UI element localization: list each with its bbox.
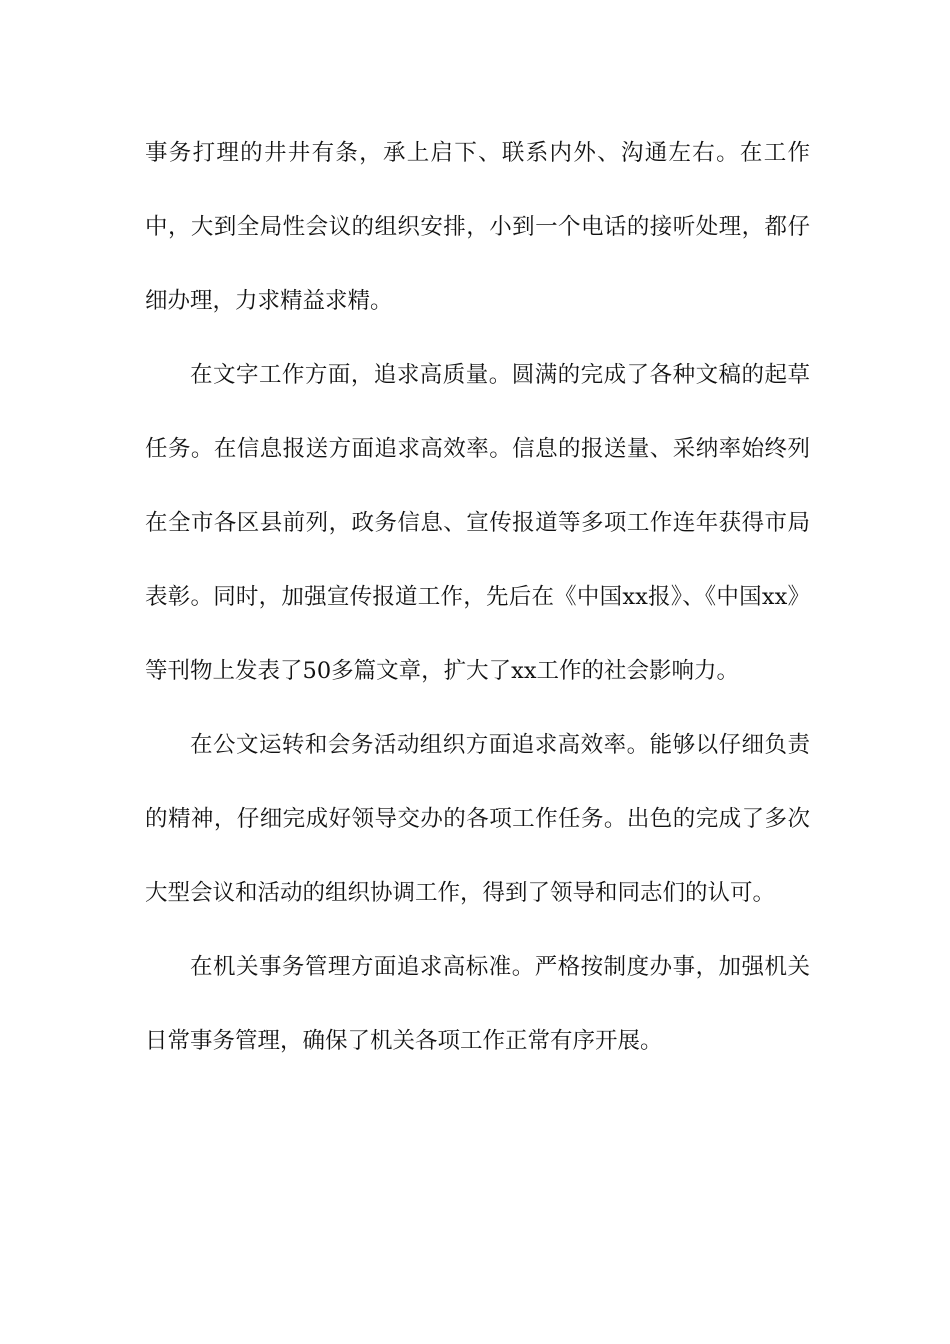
document-body <box>145 116 810 1078</box>
paragraph-1: 事务打理的井井有条，承上启下、联系内外、沟通左右。在工作中，大到全局性会议的组织安排，小到一个电话的接听处理，都仔细办理，力求精益求精。 <box>145 140 810 314</box>
paragraph-3: 在公文运转和会务活动组织方面追求高效率。能够以仔细负责的精神，仔细完成好领导交办的各项工作任务。出色的完成了多次大型会议和活动的组织协调工作，得到了领导和同志们的认可。 <box>145 732 810 906</box>
paragraph-4: 在机关事务管理方面追求高标准。严格按制度办事，加强机关日常事务管理，确保了机关各项工作正常有序开展。 <box>145 954 810 1054</box>
paragraph-2: 在文字工作方面，追求高质量。圆满的完成了各种文稿的起草任务。在信息报送方面追求高效率。信息的报送量、采纳率始终列在全市各区县前列，政务信息、宣传报道等多项工作连年获得市局表彰。同时，加强宣传报道工作，先后在《中国xx报》、《中国xx》等刊物上发表了50多篇文章，扩大了xx工作的社会影响力。 <box>145 362 810 684</box>
